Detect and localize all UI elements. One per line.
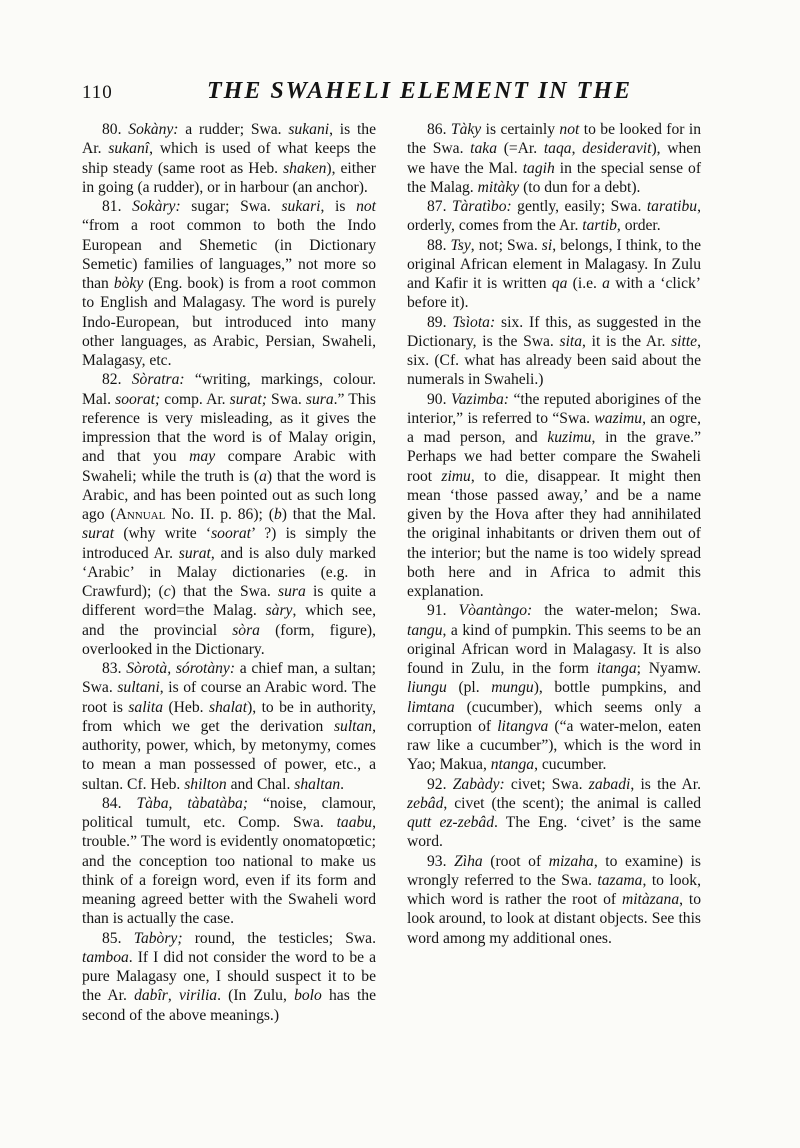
entry-80: 80. Sokàny: a rudder; Swa. sukani, is the Ar. sukanî, which is used of what keeps the ship steady (same root as Heb. shaken), either in going (a rudder), or in harbour (an anchor). [82,121,376,196]
entry-85: 85. Tabòry; round, the testicles; Swa. tamboa. If I did not consider the word to be a pure Malagasy one, I should suspect it to be the Ar. dabîr, virilia. (In Zulu, bolo has the second of the above meanings.) [82,929,377,1024]
entry-92: 92. Zabàdy: civet; Swa. zabadi, is the Ar. zebâd, civet (the scent); the animal is called qutt ez-zebâd. The Eng. ‘civet’ is the same word. [407,775,701,851]
page-number: 110 [82,82,113,103]
entry-93: 93. Zìha (root of mizaha, to examine) is wrongly referred to the Swa. tazama, to look, which word is rather the root of mitàzana, to look around, to look at distant objects. See this word among my additional ones. [407,852,702,947]
entry-83: 83. Sòrotà, sórotàny: a chief man, a sultan; Swa. sultani, is of course an Arabic word. The root is salita (Heb. shalat), to be in authority, from which we get the derivation sultan, authority, power, which, by metonymy, comes to mean a man possessed of power, etc., a sultan. Cf. Heb. shilton and Chal. shaltan. [82,660,377,793]
entry-84: 84. Tàba, tàbatàba; “noise, clamour, political tumult, etc. Comp. Swa. taabu, trouble.” The word is evidently onomatopœtic; and the conception too national to make us think of a foreign word, even if its form and meaning agreed better with the Swaheli word than is actually the case. [82,794,377,928]
entry-82: 82. Sòratra: “writing, markings, colour. Mal. soorat; comp. Ar. surat; Swa. sura.” This reference is very misleading, as it gives the impression that the word is of Malay origin, and that you may compare Arabic with Swaheli; while the truth is (a) that the word is Arabic, and has been pointed out as such long ago (Annual No. II. p. 86); (b) that the Mal. surat (why write ‘soorat’ ?) is simply the introduced Ar. surat, and is also duly marked ‘Arabic’ in Malay dictionaries (e.g. in Crawfurd); (c) that the Swa. sura is quite a different word=the Malag. sàry, which see, and the provincial sòra (form, figure), overlooked in the Dictionary. [82,371,377,658]
entry-87: 87. Tàratìbo: gently, easily; Swa. taratibu, orderly, comes from the Ar. tartib, order. [407,198,701,235]
entry-88: 88. Tsy, not; Swa. si, belongs, I think, to the original African element in Malagasy. In Zulu and Kafir it is written qa (i.e. a with a ‘click’ before it). [407,236,701,312]
entry-91: 91. Vòantàngo: the water-melon; Swa. tangu, a kind of pumpkin. This seems to be an original African word in Malagasy. It is also found in Zulu, in the form itanga; Nyamw. liungu (pl. mungu), bottle pumpkins, and limtana (cucumber), which seems only a corruption of litangva (“a water-melon, eaten raw like a cucumber”), which is the word in Yao; Makua, ntanga, cucumber. [407,602,702,774]
running-title: THE SWAHELI ELEMENT IN THE [207,78,632,104]
entry-90: 90. Vazimba: “the reputed aborigines of the interior,” is referred to “Swa. wazimu, an ogre, a mad person, and kuzimu, in the grave.” Perhaps we had better compare the Swaheli root zimu, to die, disappear. It might then mean ‘those passed away,’ and be a name given by the Hova after they had annihilated the original inhabitants or driven them out of the interior; but the name is too widely spread both here and in Africa to admit this explanation. [407,390,701,600]
page-header [82,78,702,108]
left-column [82,120,376,1025]
entry-89: 89. Tsìota: six. If this, as suggested in the Dictionary, is the Swa. sita, it is the Ar. sitte, six. (Cf. what has already been said about the numerals in Swaheli.) [407,313,702,389]
right-column [407,120,701,948]
entry-81: 81. Sokàry: sugar; Swa. sukari, is not “from a root common to both the Indo European and Shemetic (in Dictionary Semetic) families of languages,” not more so than bòky (Eng. book) is from a root common to English and Malagasy. The word is purely Indo-European, but introduced into many other languages, as Arabic, Persian, Swaheli, Malagasy, etc. [82,198,377,369]
entry-86: 86. Tàky is certainly not to be looked for in the Swa. taka (=Ar. taqa, desideravit), when we have the Mal. tagih in the special sense of the Malag. mitàky (to dun for a debt). [407,121,702,196]
